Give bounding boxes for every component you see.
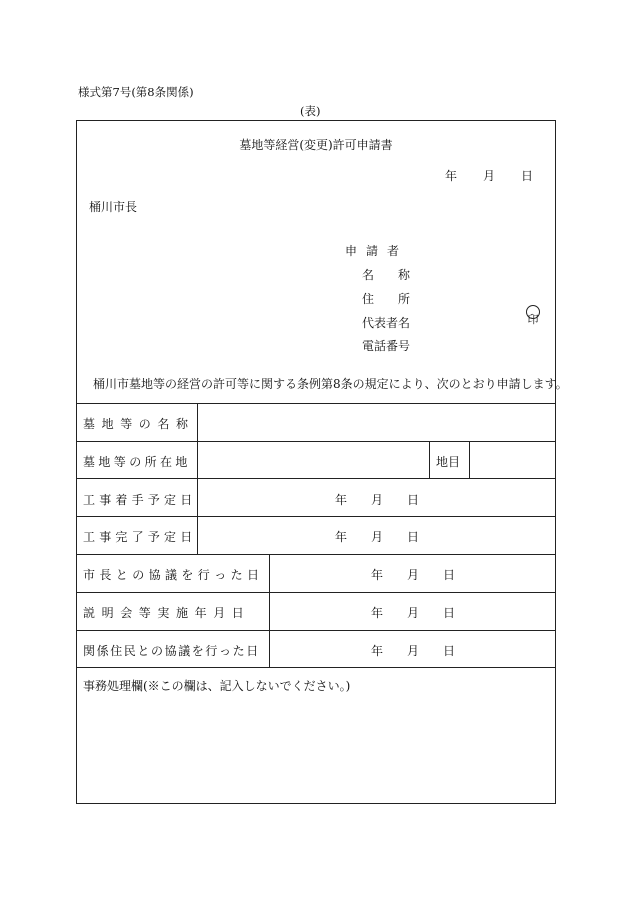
application-statement: 桶川市墓地等の経営の許可等に関する条例第8条の規定により、次のとおり申請します。 xyxy=(93,377,568,391)
applicant-phone-field[interactable]: 電話番号 xyxy=(362,339,411,353)
cemetery-name-label: 墓地等の名称 xyxy=(83,417,195,431)
divider xyxy=(77,478,555,479)
divider xyxy=(429,441,430,478)
month-label: 月 xyxy=(407,606,420,620)
divider xyxy=(77,403,555,404)
cemetery-location-label: 墓地等の所在地 xyxy=(83,455,191,469)
divider xyxy=(197,403,198,554)
mayor-consultation-label: 市長との協議を行った日 xyxy=(83,568,264,582)
month-label: 月 xyxy=(407,644,420,658)
residents-consultation-label: 関係住民との協議を行った日 xyxy=(83,644,260,658)
month-label: 月 xyxy=(371,530,384,544)
day-label: 日 xyxy=(407,530,420,544)
office-use-label: 事務処理欄(※この欄は、記入しないでください。) xyxy=(83,679,351,693)
seal-icon xyxy=(525,305,541,325)
year-label: 年 xyxy=(335,493,348,507)
briefing-date-label: 説明会等実施年月日 xyxy=(83,606,251,620)
divider xyxy=(77,630,555,631)
year-label: 年 xyxy=(335,530,348,544)
day-label: 日 xyxy=(443,644,456,658)
date-year-label: 年 xyxy=(445,169,458,183)
construction-start-label: 工事着手予定日 xyxy=(83,493,197,507)
applicant-name-field[interactable]: 名 称 xyxy=(362,268,411,282)
addressee: 桶川市長 xyxy=(89,200,138,214)
month-label: 月 xyxy=(407,568,420,582)
side-label: (表) xyxy=(300,104,321,118)
day-label: 日 xyxy=(407,493,420,507)
date-day-label: 日 xyxy=(521,169,534,183)
year-label: 年 xyxy=(371,568,384,582)
divider xyxy=(77,592,555,593)
year-label: 年 xyxy=(371,606,384,620)
applicant-representative-field[interactable]: 代表者名 xyxy=(362,316,411,330)
divider xyxy=(77,667,555,668)
month-label: 月 xyxy=(371,493,384,507)
application-date[interactable] xyxy=(445,167,533,184)
application-form xyxy=(76,120,568,804)
document-title: 墓地等経営(変更)許可申請書 xyxy=(239,138,393,152)
day-label: 日 xyxy=(443,606,456,620)
day-label: 日 xyxy=(443,568,456,582)
divider xyxy=(77,441,555,442)
construction-end-label: 工事完了予定日 xyxy=(83,530,197,544)
divider xyxy=(269,554,270,667)
applicant-address-field[interactable]: 住 所 xyxy=(362,292,411,306)
seal-mark: 印 xyxy=(527,313,539,325)
divider xyxy=(77,554,555,555)
divider xyxy=(469,441,470,478)
divider xyxy=(77,516,555,517)
year-label: 年 xyxy=(371,644,384,658)
form-number: 様式第7号(第8条関係) xyxy=(78,85,194,99)
applicant-label: 申請者 xyxy=(345,244,409,258)
date-month-label: 月 xyxy=(483,169,496,183)
land-category-label: 地目 xyxy=(436,455,461,469)
